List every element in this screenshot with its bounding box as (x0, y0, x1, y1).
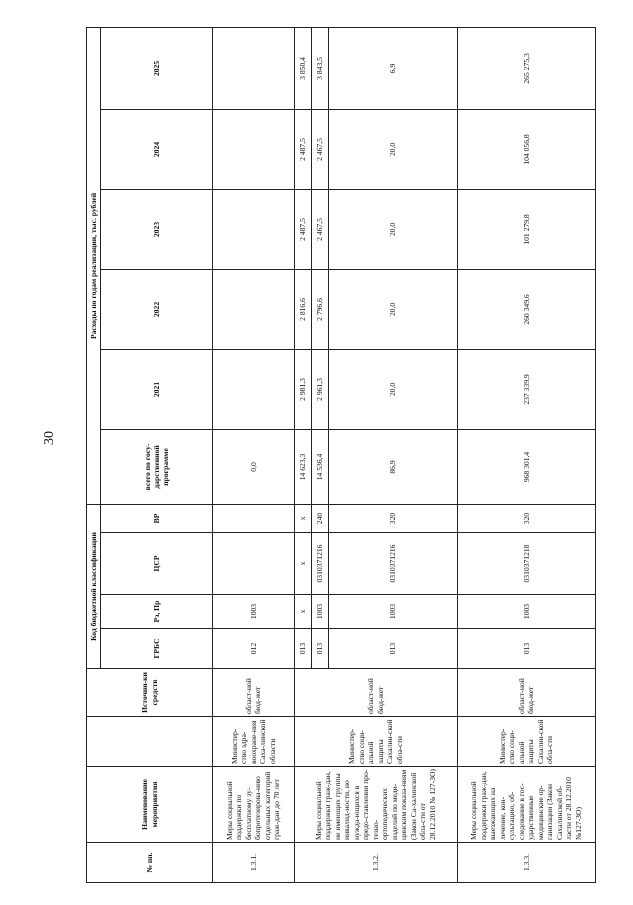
row-132c-csr: 0310371216 (329, 533, 457, 595)
row-132c-rzpr: 1003 (329, 595, 457, 629)
row-133-2024: 104 056,8 (457, 109, 595, 189)
row-132c-2023: 20,0 (329, 189, 457, 269)
row-133-2025: 265 275,3 (457, 27, 595, 109)
header-vr: ВР (101, 504, 213, 532)
row-132a-2025: 3 850,4 (294, 27, 311, 109)
row-132a-2021: 2 981,3 (294, 349, 311, 429)
row-132-name: Меры социальной поддержки граж-дан, не имеющих группы инвалид-ности, но нужда-ющихся в предо-ставлении про-тезно-ортопедических изделий по меди-цинским показа-ниям (Закон Са-халинской обла-сти от 28.12.2010 № 127-ЗО) (294, 767, 457, 843)
header-year-2025: 2025 (101, 27, 213, 109)
row-131-2023 (213, 189, 294, 269)
header-grbs: ГРБС (101, 629, 213, 669)
row-133-vr: 320 (457, 504, 595, 532)
row-132b-csr: 0310371216 (311, 533, 328, 595)
table-row (294, 27, 311, 882)
row-132a-2023: 2 487,5 (294, 189, 311, 269)
row-132a-total: 14 623,3 (294, 429, 311, 504)
table-row (457, 27, 595, 882)
row-132c-2025: 6,9 (329, 27, 457, 109)
row-131-csr (213, 533, 294, 595)
table-row (213, 27, 294, 882)
row-132b-2024: 2 467,5 (311, 109, 328, 189)
header-num: № пп. (87, 843, 213, 883)
row-133-2021: 237 339,9 (457, 349, 595, 429)
row-132c-total: 86,9 (329, 429, 457, 504)
row-133-csr: 0310371218 (457, 533, 595, 595)
row-132c-grbs: 013 (329, 629, 457, 669)
header-expenses-group: Расходы по годам реализации, тыс. рублей (87, 27, 101, 504)
row-132c-vr: 320 (329, 504, 457, 532)
row-132b-vr: 240 (311, 504, 328, 532)
row-133-rzpr: 1003 (457, 595, 595, 629)
row-131-executor: Министер-ство здра-воохране-ния Саха-линской области (213, 717, 294, 767)
row-132-source: област-ной бюд-жет (294, 669, 457, 717)
row-132b-2025: 3 843,5 (311, 27, 328, 109)
row-132a-vr: x (294, 504, 311, 532)
row-132b-2022: 2 796,6 (311, 269, 328, 349)
row-132c-2022: 20,0 (329, 269, 457, 349)
row-131-2022 (213, 269, 294, 349)
row-133-name: Меры социальной поддержки граж-дан, выезжающих на лечение, кон-сультацию, об-следование в гос-ударственные медицинские ор-ганизации (Закон Сахалинской об-ласти от 28.12.2010 №127-ЗО) (457, 767, 595, 843)
row-133-executor: Министер-ство соци-альной защиты Сахалин-ской обла-сти (457, 717, 595, 767)
header-year-2022: 2022 (101, 269, 213, 349)
header-rzpr: Рз, Пр (101, 595, 213, 629)
document-page (86, 28, 596, 883)
row-131-num: 1.3.1. (213, 843, 294, 883)
row-131-source: област-ной бюд-жет (213, 669, 294, 717)
row-131-name: Меры социальной поддержки по бесплатному зу-бопротезирова-нию отдельных категорий граж-дан до 70 лет (213, 767, 294, 843)
row-132b-rzpr: 1003 (311, 595, 328, 629)
row-133-2023: 101 279,8 (457, 189, 595, 269)
row-132b-2021: 2 961,3 (311, 349, 328, 429)
row-131-grbs: 012 (213, 629, 294, 669)
row-132c-2024: 20,0 (329, 109, 457, 189)
page-number: 30 (42, 431, 57, 445)
header-name: Наименование мероприятия (87, 767, 213, 843)
row-133-grbs: 013 (457, 629, 595, 669)
row-133-num: 1.3.3. (457, 843, 595, 883)
row-131-2025 (213, 27, 294, 109)
row-132a-2024: 2 487,5 (294, 109, 311, 189)
header-csr: ЦСР (101, 533, 213, 595)
row-131-total: 0,0 (213, 429, 294, 504)
rotated-table-wrapper (86, 28, 596, 883)
header-budget-code-group: Код бюджетной классификации (87, 504, 101, 668)
row-132-num: 1.3.2. (294, 843, 457, 883)
row-131-2024 (213, 109, 294, 189)
row-132a-rzpr: x (294, 595, 311, 629)
header-total: всего по госу-дарственной программе (101, 429, 213, 504)
row-132b-total: 14 536,4 (311, 429, 328, 504)
row-131-vr (213, 504, 294, 532)
row-132b-grbs: 013 (311, 629, 328, 669)
header-source: Источни-ки средств (87, 669, 213, 717)
row-132c-2021: 20,0 (329, 349, 457, 429)
row-132a-2022: 2 816,6 (294, 269, 311, 349)
row-133-total: 968 301,4 (457, 429, 595, 504)
row-131-2021 (213, 349, 294, 429)
row-131-rzpr: 1003 (213, 595, 294, 629)
expenses-table (86, 27, 596, 883)
row-133-2022: 260 349,6 (457, 269, 595, 349)
header-year-2023: 2023 (101, 189, 213, 269)
header-year-2024: 2024 (101, 109, 213, 189)
header-executor (87, 717, 213, 767)
row-132b-2023: 2 467,5 (311, 189, 328, 269)
row-133-source: област-ной бюд-жет (457, 669, 595, 717)
row-132a-grbs: 013 (294, 629, 311, 669)
header-year-2021: 2021 (101, 349, 213, 429)
row-132-executor: Министер-ство соци-альной защиты Сахалин-ской обла-сти (294, 717, 457, 767)
row-132a-csr: x (294, 533, 311, 595)
